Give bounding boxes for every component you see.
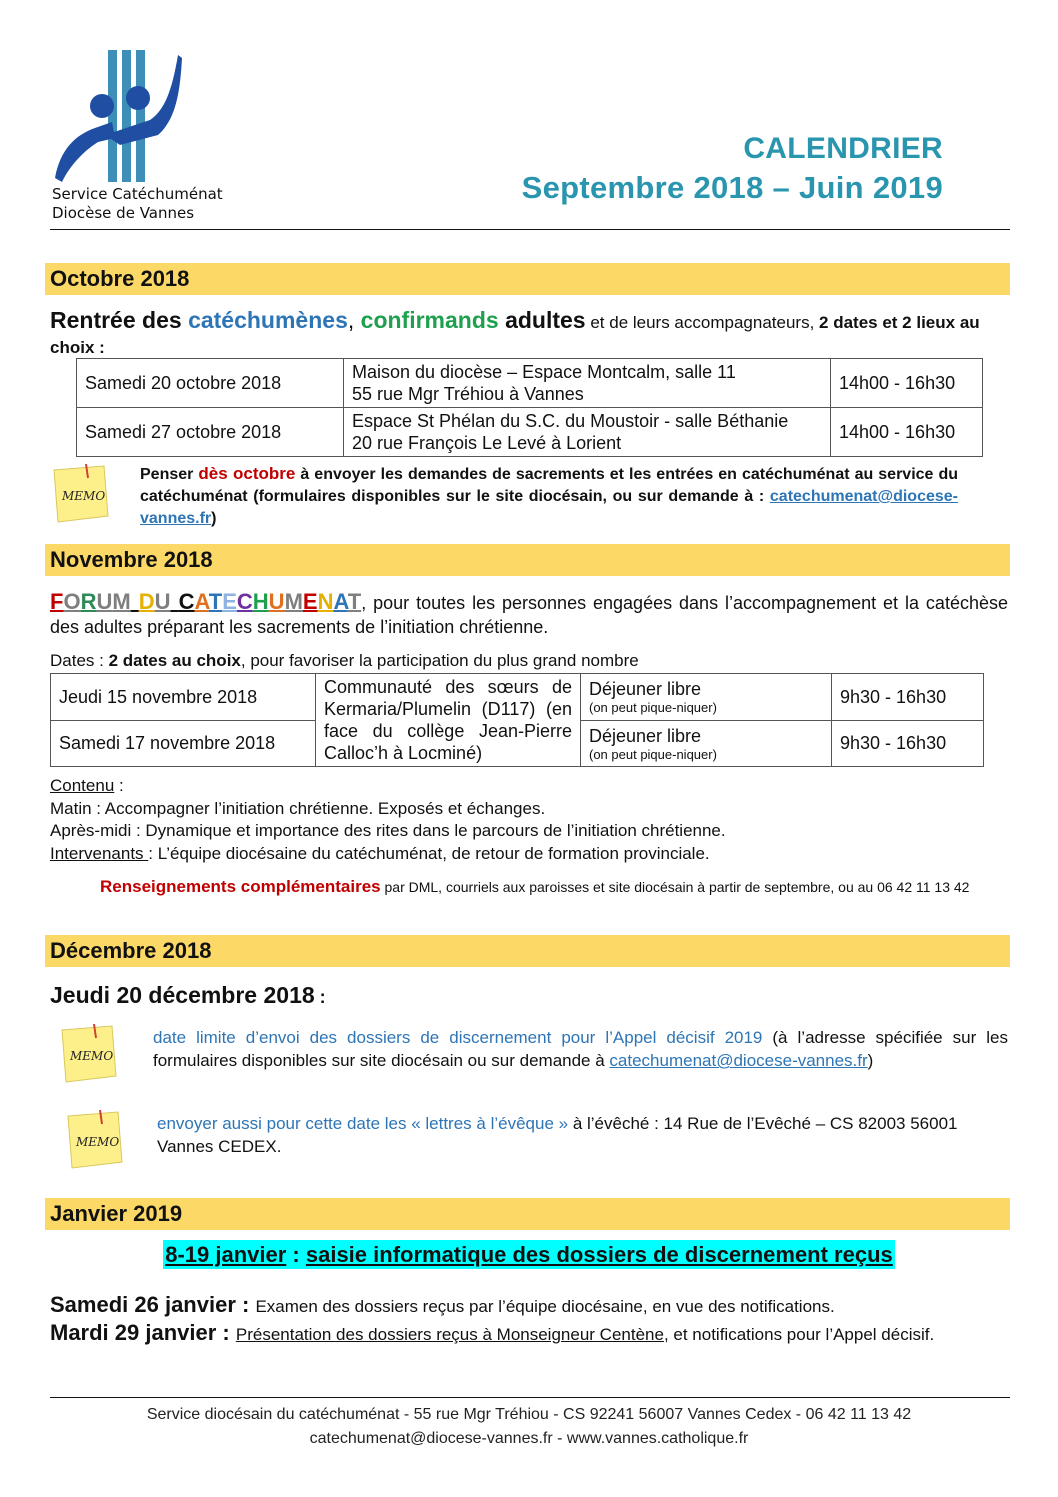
janvier-highlight bbox=[0, 1242, 1058, 1268]
forum-letter: M bbox=[112, 589, 131, 614]
info-red: Renseignements complémentaires bbox=[100, 877, 381, 896]
forum-letter: T bbox=[347, 589, 362, 614]
table-row bbox=[77, 359, 983, 408]
header-divider bbox=[50, 229, 1010, 230]
meal: Déjeuner libre bbox=[589, 679, 702, 700]
diocese-logo bbox=[50, 50, 185, 185]
table-row bbox=[51, 674, 984, 721]
octobre-table bbox=[76, 358, 983, 457]
footer-contact: catechumenat@diocese-vannes.fr - www.vannes.catholique.fr bbox=[309, 1430, 749, 1447]
janvier-line2-date: Mardi 29 janvier : bbox=[50, 1320, 236, 1345]
dates-rest: , pour favoriser la participation du plus grand nombre bbox=[240, 651, 639, 670]
page-subtitle: Septembre 2018 – Juin 2019 bbox=[521, 170, 943, 205]
forum-letter: U bbox=[154, 589, 171, 614]
contenu-matin: Matin : Accompagner l’initiation chrétienne. Exposés et échanges. bbox=[50, 798, 546, 818]
memo-icon-label: MEMO bbox=[62, 489, 106, 503]
memo-icon bbox=[64, 1108, 126, 1170]
forum-letter bbox=[171, 589, 179, 614]
contenu-colon: : bbox=[114, 776, 124, 795]
row-time: 9h30 - 16h30 bbox=[832, 674, 984, 721]
info-block bbox=[100, 876, 970, 898]
intervenants-label: Intervenants bbox=[50, 843, 149, 863]
meal: Déjeuner libre bbox=[589, 725, 702, 746]
row-date: Samedi 17 novembre 2018 bbox=[51, 720, 316, 767]
highlight-dates: 8-19 janvier bbox=[165, 1242, 287, 1267]
memo2-blue: envoyer aussi pour cette date les « lettres à l’évêque » bbox=[157, 1114, 569, 1133]
memo2-text: à l’évêché : 14 Rue de l’Evêché – CS 82003 56001 Vannes CEDEX. bbox=[157, 1114, 958, 1156]
forum-letter: U bbox=[268, 589, 285, 614]
row-meal bbox=[581, 674, 832, 721]
lead-text: Rentrée des bbox=[50, 307, 189, 333]
lead-comma: , bbox=[347, 307, 361, 333]
contenu-block bbox=[50, 775, 1010, 865]
forum-letter: H bbox=[252, 589, 269, 614]
forum-letter: C bbox=[236, 589, 253, 614]
decembre-date bbox=[50, 982, 1010, 1009]
month-heading-janvier: Janvier 2019 bbox=[45, 1198, 1010, 1230]
octobre-lead bbox=[50, 308, 1010, 360]
memo1-text: (à l’adresse spécifiée sur les formulaires disponibles sur site diocésain ou sur demande à bbox=[153, 1028, 1008, 1070]
forum-letter: A bbox=[333, 589, 348, 614]
decembre-memo2-text bbox=[157, 1112, 1012, 1158]
memo1-end: ) bbox=[867, 1051, 874, 1070]
row-date: Samedi 27 octobre 2018 bbox=[77, 408, 344, 457]
lead-adultes: adultes bbox=[498, 307, 586, 333]
contenu-apres-midi: Après-midi : Dynamique et importance des rites dans le parcours de l’initiation chrétienne. bbox=[50, 821, 726, 840]
memo-text: Penser bbox=[140, 466, 199, 483]
month-heading-decembre: Décembre 2018 bbox=[45, 935, 1010, 967]
dates-line bbox=[50, 650, 639, 672]
forum-letter: N bbox=[317, 589, 334, 614]
forum-letter bbox=[131, 589, 139, 614]
lead-catechumenes: catéchumènes bbox=[188, 307, 348, 333]
place-line1: Espace St Phélan du S.C. du Moustoir - salle Béthanie bbox=[352, 411, 789, 431]
memo-icon bbox=[50, 462, 112, 524]
row-meal bbox=[581, 720, 832, 767]
place-line1: Maison du diocèse – Espace Montcalm, salle 11 bbox=[352, 362, 736, 382]
contenu-label: Contenu bbox=[50, 776, 115, 795]
row-place bbox=[344, 408, 831, 457]
lead-choice: 2 dates et 2 lieux au choix : bbox=[50, 313, 980, 357]
forum-letter: R bbox=[80, 589, 97, 614]
month-heading-octobre: Octobre 2018 bbox=[45, 263, 1010, 295]
forum-letter: M bbox=[284, 589, 303, 614]
forum-description: , pour toutes les personnes engagées dans l’accompagnement et la catéchèse des adultes préparant les sacrements de l’initiation chrétienne. bbox=[50, 593, 1008, 637]
row-date: Jeudi 15 novembre 2018 bbox=[51, 674, 316, 721]
forum-letter: C bbox=[178, 589, 195, 614]
logo-text-line1: Service Catéchuménat bbox=[52, 185, 223, 203]
decembre-date-text: Jeudi 20 décembre 2018 bbox=[50, 982, 315, 1008]
forum-letter: U bbox=[96, 589, 113, 614]
janvier-line2-text: , et notifications pour l’Appel décisif. bbox=[663, 1325, 935, 1344]
dates-bold: 2 dates au choix bbox=[108, 651, 241, 670]
memo-red: dès octobre bbox=[198, 464, 296, 483]
highlight-text: saisie informatique des dossiers de discernement reçus bbox=[305, 1242, 893, 1267]
info-rest: par DML, courriels aux paroisses et site diocésain à partir de septembre, ou au 06 42 11 13 42 bbox=[380, 879, 970, 895]
forum-letter: T bbox=[208, 589, 223, 614]
memo1-blue: date limite d’envoi des dossiers de discernement pour l’Appel décisif 2019 bbox=[153, 1028, 763, 1047]
email-link[interactable]: catechumenat@diocese-vannes.fr bbox=[140, 488, 958, 527]
row-place bbox=[344, 359, 831, 408]
month-heading-novembre: Novembre 2018 bbox=[45, 544, 1010, 576]
forum-letter: E bbox=[302, 589, 318, 614]
meal-note: (on peut pique-niquer) bbox=[589, 746, 717, 762]
page-title: CALENDRIER bbox=[743, 132, 943, 165]
footer bbox=[0, 1403, 1058, 1451]
memo-icon-label: MEMO bbox=[76, 1135, 120, 1149]
table-row bbox=[77, 408, 983, 457]
forum-letter: O bbox=[63, 589, 81, 614]
place-line2: 55 rue Mgr Tréhiou à Vannes bbox=[352, 384, 584, 404]
forum-letter: D bbox=[138, 589, 155, 614]
novembre-table bbox=[50, 673, 984, 767]
memo-icon bbox=[58, 1022, 120, 1084]
forum-paragraph bbox=[50, 590, 1008, 639]
row-time: 14h00 - 16h30 bbox=[831, 359, 983, 408]
memo-text-2: à envoyer les demandes de sacrements et les entrées en catéchuménat au service du catéchuménat (formulaires disponibles sur le site diocésain, ou sur demande à : bbox=[140, 466, 959, 505]
forum-letter: A bbox=[194, 589, 209, 614]
memo-text-3: ) bbox=[211, 510, 217, 527]
lead-rest: et de leurs accompagnateurs, bbox=[585, 313, 820, 332]
decembre-date-colon: : bbox=[314, 987, 326, 1007]
footer-divider bbox=[50, 1397, 1010, 1398]
logo-text bbox=[52, 185, 223, 223]
logo-text-line2: Diocèse de Vannes bbox=[52, 204, 195, 222]
row-place: Communauté des sœurs de Kermaria/Plumelin (D117) (en face du collège Jean-Pierre Calloc’h à Locminé) bbox=[316, 674, 581, 767]
forum-letter: F bbox=[50, 589, 64, 614]
row-date: Samedi 20 octobre 2018 bbox=[77, 359, 344, 408]
octobre-memo-text bbox=[140, 463, 958, 530]
row-time: 14h00 - 16h30 bbox=[831, 408, 983, 457]
janvier-details bbox=[50, 1290, 1008, 1347]
footer-address: Service diocésain du catéchuménat - 55 rue Mgr Tréhiou - CS 92241 56007 Vannes Cedex - 06 42 11 13 42 bbox=[146, 1406, 912, 1423]
forum-letter: E bbox=[222, 589, 237, 614]
meal-note: (on peut pique-niquer) bbox=[589, 700, 717, 716]
intervenants-text: : L’équipe diocésaine du catéchuménat, de retour de formation provinciale. bbox=[148, 843, 710, 863]
email-link[interactable]: catechumenat@diocese-vannes.fr bbox=[609, 1051, 868, 1070]
lead-confirmands: confirmands bbox=[360, 307, 499, 333]
forum-title bbox=[50, 589, 361, 614]
dates-label: Dates : bbox=[50, 651, 109, 670]
highlight-sep: : bbox=[286, 1242, 306, 1267]
janvier-line1-date: Samedi 26 janvier : bbox=[50, 1292, 256, 1317]
place-line2: 20 rue François Le Levé à Lorient bbox=[352, 433, 622, 453]
janvier-line1-text: Examen des dossiers reçus par l’équipe diocésaine, en vue des notifications. bbox=[255, 1297, 835, 1316]
memo-icon-label: MEMO bbox=[70, 1049, 114, 1063]
row-time: 9h30 - 16h30 bbox=[832, 720, 984, 767]
decembre-memo1-text bbox=[153, 1026, 1008, 1072]
janvier-line2-underlined: Présentation des dossiers reçus à Monseigneur Centène bbox=[235, 1325, 664, 1344]
